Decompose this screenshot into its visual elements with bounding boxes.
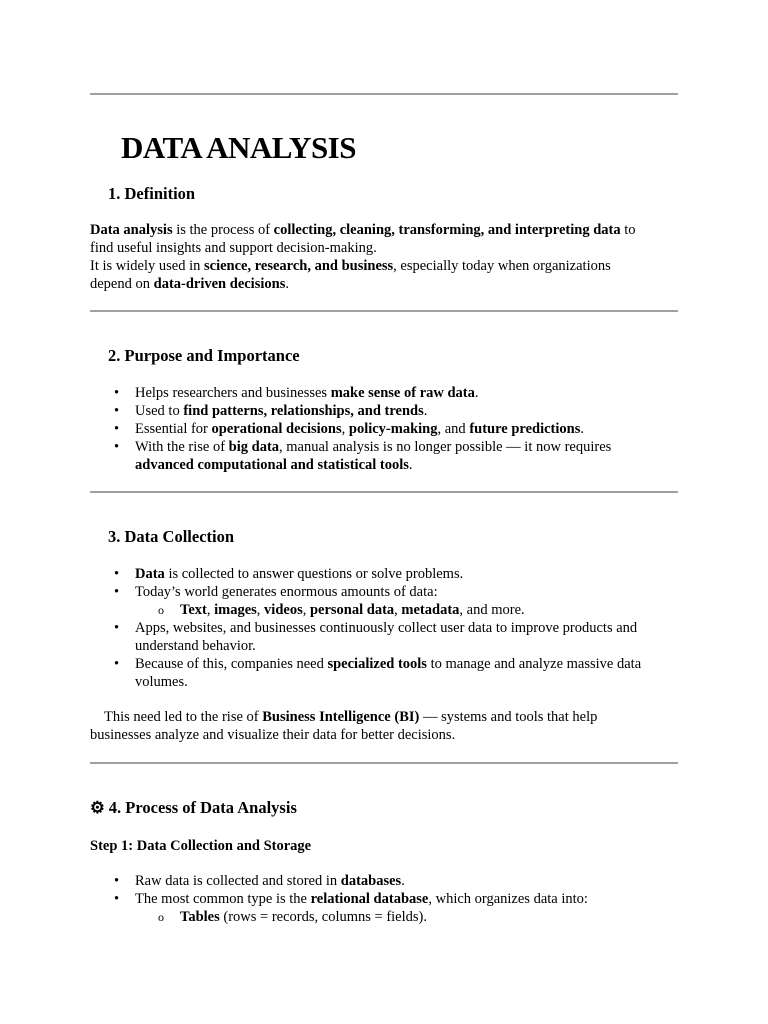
list-item: • Used to find patterns, relationships, and trends. xyxy=(90,402,680,420)
list-item: • Helps researchers and businesses make sense of raw data. xyxy=(90,384,680,402)
text-bold: science, research, and business xyxy=(203,258,394,274)
definition-heading: 1. Definition xyxy=(108,184,196,203)
definition-paragraph xyxy=(90,221,680,293)
text-bold: Data analysis xyxy=(90,222,173,238)
list-item: • Today’s world generates enormous amounts of data: xyxy=(90,583,680,601)
page-title: DATA ANALYSIS xyxy=(121,130,356,165)
text: to xyxy=(620,222,636,238)
list-item: • Apps, websites, and businesses continuously collect user data to improve products and understand behavior. xyxy=(90,619,680,655)
purpose-list xyxy=(90,384,680,474)
list-item: • With the rise of big data, manual analysis is no longer possible — it now requires advanced computational and statistical tools. xyxy=(90,438,680,474)
section-divider xyxy=(90,491,678,493)
text: . xyxy=(285,276,289,292)
collection-heading: 3. Data Collection xyxy=(108,527,235,546)
step1-list xyxy=(90,872,680,926)
text: is the process of xyxy=(172,222,274,238)
sub-list-item: o Tables (rows = records, columns = fields). xyxy=(90,908,680,926)
list-item: • Because of this, companies need specialized tools to manage and analyze massive data volumes. xyxy=(90,655,680,691)
top-divider xyxy=(90,93,678,95)
bi-paragraph: This need led to the rise of Business Intelligence (BI) — systems and tools that help businesses analyze and visualize their data for better decisions. xyxy=(90,709,598,743)
process-heading xyxy=(90,797,297,819)
step1-heading: Step 1: Data Collection and Storage xyxy=(90,838,312,854)
sub-list-item: o Text, images, videos, personal data, metadata, and more. xyxy=(90,601,680,619)
collection-list xyxy=(90,565,680,691)
text: It is widely used in xyxy=(90,258,204,274)
text-bold: data-driven decisions xyxy=(153,276,286,292)
section-divider xyxy=(90,762,678,764)
process-heading-text: 4. Process of Data Analysis xyxy=(108,798,297,817)
text: , especially today when organizations xyxy=(393,258,611,274)
list-item: • Raw data is collected and stored in databases. xyxy=(90,872,680,890)
gear-icon: ⚙ xyxy=(90,798,105,817)
list-item: • Data is collected to answer questions or solve problems. xyxy=(90,565,680,583)
section-divider xyxy=(90,310,678,312)
text-bold: collecting, cleaning, transforming, and interpreting data xyxy=(273,222,621,238)
list-item: • The most common type is the relational database, which organizes data into: xyxy=(90,890,680,908)
text: find useful insights and support decision-making. xyxy=(90,240,377,256)
list-item: • Essential for operational decisions, policy-making, and future predictions. xyxy=(90,420,680,438)
text: depend on xyxy=(90,276,154,292)
purpose-heading: 2. Purpose and Importance xyxy=(108,346,300,365)
